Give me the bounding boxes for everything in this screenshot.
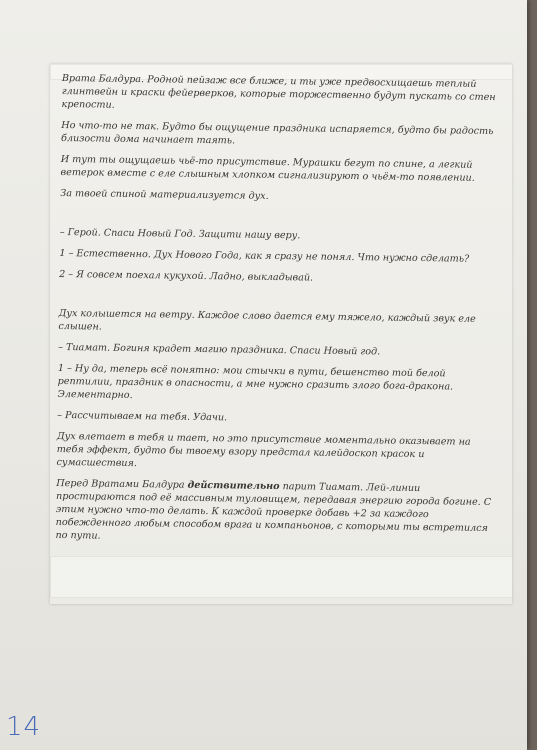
handwritten-page-number: 14 xyxy=(6,712,42,742)
paragraph-final xyxy=(55,477,496,548)
dialogue-option-2: 2 – Я совсем поехал кукухой. Ладно, выкладывай. xyxy=(59,268,314,284)
paragraph-3: И тут ты ощущаешь чьё-то присутствие. Мурашки бегут по спине, а легкий ветерок вместе с еле слышным хлопком сигнализируют о чьём-то появлении. xyxy=(60,153,475,184)
paragraph-4: За твоей спиной материализуется дух. xyxy=(60,187,269,202)
page-text xyxy=(55,72,502,556)
dialogue-spirit-3: – Рассчитываем на тебя. Удачи. xyxy=(57,409,228,424)
tape-strip-bottom xyxy=(50,556,512,598)
final-text-emphasis: действительно xyxy=(187,479,280,493)
final-text-end: парит Тиамат. Лей-линии простираются под её массивным туловищем, передавая энергию города богине. С этим нужно что-то делать. К каждой проверке добавь +2 за каждого побежденного любым способом врага и компаньонов, с которыми ты встретился по пути. xyxy=(55,481,492,542)
paragraph-6: Дух влетает в тебя и тает, но это присутствие моментально оказывает на тебя эффект, будто бы твоему взору предстал калейдоскоп красок и сумасшествия. xyxy=(56,430,471,470)
final-text-start: Перед Вратами Балдура xyxy=(56,477,188,491)
paragraph-5: Дух колышется на ветру. Каждое слово дается ему тяжело, каждый звук еле слышен. xyxy=(58,307,476,333)
dialogue-spirit-1: – Герой. Спаси Новый Год. Защити нашу веру. xyxy=(59,226,301,242)
printed-page xyxy=(50,64,512,604)
paragraph-1: Врата Балдура. Родной пейзаж все ближе, и ты уже предвосхищаешь теплый глинтвейн и краски фейерверков, которые торжественно будут пускать со стен крепости. xyxy=(61,72,496,111)
paragraph-2: Но что-то не так. Будто бы ощущение праздника испаряется, будто бы радость близости дома начинает таять. xyxy=(60,119,494,147)
dialogue-option-3: 1 – Ну да, теперь всё понятно: мои стычки в пути, бешенство той белой рептилии, праздник в опасности, а мне нужно сразить злого бога-дракона. Элементарно. xyxy=(57,362,454,402)
dialogue-option-1: 1 – Естественно. Дух Нового Года, как я сразу не понял. Что нужно сделать? xyxy=(59,247,470,265)
dialogue-spirit-2: – Тиамат. Богиня крадет магию праздника. Спаси Новый год. xyxy=(58,341,381,358)
